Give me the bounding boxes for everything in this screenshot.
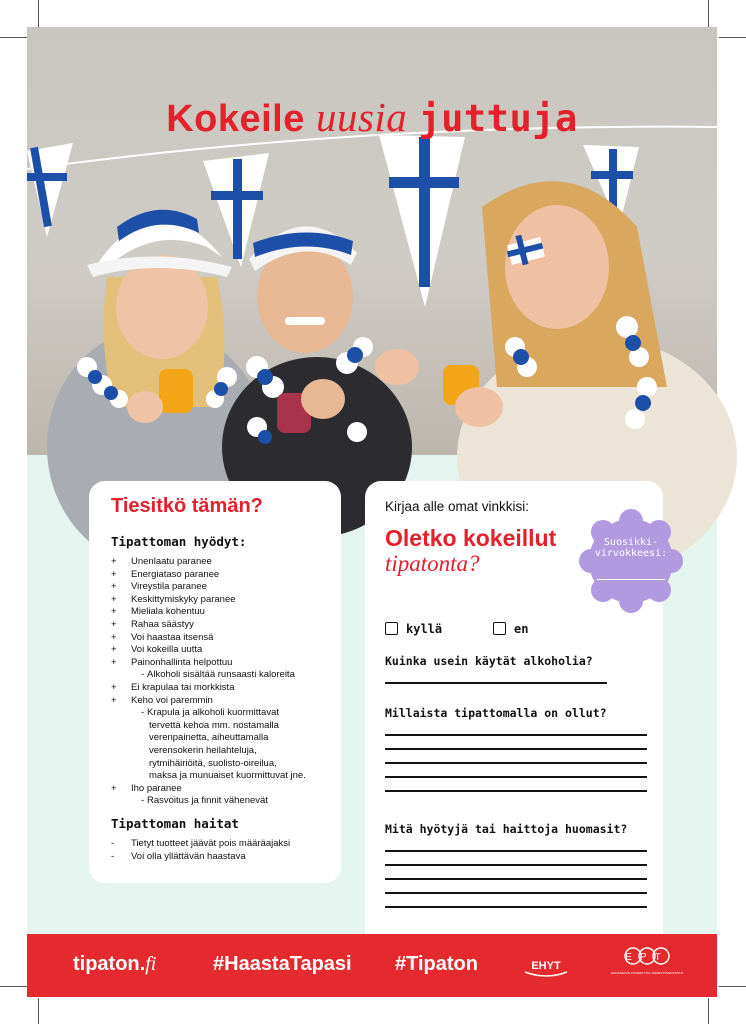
question-2: Millaista tipattomalla on ollut? xyxy=(385,706,607,720)
facts-card-title: Tiesitkö tämän? xyxy=(111,495,263,517)
benefits-list xyxy=(111,556,337,808)
answer-line[interactable] xyxy=(385,682,607,684)
list-marker: + xyxy=(111,694,117,706)
list-marker: + xyxy=(111,644,117,656)
benefit-item xyxy=(111,707,337,720)
benefit-text: Voi haastaa itsensä xyxy=(131,631,214,643)
list-marker: - xyxy=(141,707,145,719)
badge-write-line[interactable] xyxy=(597,579,665,580)
benefit-text: Energiataso paranee xyxy=(131,568,220,580)
benefit-item xyxy=(111,783,337,796)
worksheet-title-line-1: Oletko kokeillut xyxy=(385,525,557,551)
worksheet-intro: Kirjaa alle omat vinkkisi: xyxy=(385,499,530,514)
answer-line[interactable] xyxy=(385,748,647,750)
checkbox-square[interactable] xyxy=(493,622,506,635)
site-tld: fi xyxy=(145,953,157,975)
benefit-text: tervettä kehoa mm. nostamalla xyxy=(149,719,279,731)
worksheet-title-line-2: tipatonta? xyxy=(385,551,480,576)
list-marker: - xyxy=(141,795,145,807)
list-marker: + xyxy=(111,782,117,794)
benefit-text: Ei krapulaa tai morkkista xyxy=(131,681,235,693)
list-marker: + xyxy=(111,606,117,618)
benefit-text: Rahaa säästyy xyxy=(131,618,194,630)
checkbox-square[interactable] xyxy=(385,622,398,635)
checkbox-yes[interactable] xyxy=(385,622,442,636)
benefits-title: Tipattoman hyödyt: xyxy=(111,534,247,549)
site-name: tipaton. xyxy=(73,953,146,975)
benefit-text: Rasvoitus ja finnit vähenevät xyxy=(147,795,268,807)
question-1: Kuinka usein käytät alkoholia? xyxy=(385,654,593,668)
drawback-item xyxy=(111,837,337,850)
headline-word-1: Kokeile xyxy=(166,98,305,140)
favorite-drink-badge xyxy=(577,507,685,615)
benefit-text: Alkoholi sisältää runsaasti kaloreita xyxy=(147,669,295,681)
benefit-text: Krapula ja alkoholi kuormittavat xyxy=(147,707,280,719)
ept-logo-mark xyxy=(610,944,684,988)
benefit-item xyxy=(111,695,337,708)
drawbacks-title: Tipattoman haitat xyxy=(111,816,239,831)
list-marker: + xyxy=(111,656,117,668)
crop-mark xyxy=(0,986,27,987)
scalloped-badge-shape xyxy=(577,507,685,615)
crop-mark xyxy=(719,37,746,38)
site-link[interactable] xyxy=(73,953,156,976)
hashtag-tipaton: #Tipaton xyxy=(395,953,478,975)
benefit-item xyxy=(111,594,337,607)
crop-mark xyxy=(38,998,39,1024)
facts-card xyxy=(89,481,341,883)
answer-line[interactable] xyxy=(385,790,647,792)
crop-mark xyxy=(719,986,746,987)
answer-line[interactable] xyxy=(385,906,647,908)
drawback-text: Voi olla yllättävän haastava xyxy=(131,851,246,862)
benefit-item xyxy=(111,606,337,619)
benefit-item xyxy=(111,581,337,594)
list-marker: + xyxy=(111,581,117,593)
checkbox-no[interactable] xyxy=(493,622,528,636)
benefit-item xyxy=(111,632,337,645)
answer-line[interactable] xyxy=(385,734,647,736)
benefit-text: Mieliala kohentuu xyxy=(131,606,205,618)
benefit-item xyxy=(111,732,337,745)
answer-line[interactable] xyxy=(385,850,647,852)
benefit-text: Unenlaatu paranee xyxy=(131,556,212,567)
friends-photo xyxy=(27,27,717,455)
benefit-item xyxy=(111,682,337,695)
benefit-text: Painonhallinta helpottuu xyxy=(131,656,233,668)
footer-bar xyxy=(27,934,717,997)
benefit-item xyxy=(111,770,337,783)
drawback-item xyxy=(111,850,337,863)
benefit-item xyxy=(111,758,337,771)
benefit-item xyxy=(111,745,337,758)
crop-mark xyxy=(708,998,709,1024)
benefit-item xyxy=(111,795,337,808)
checkbox-yes-label: kyllä xyxy=(406,622,443,636)
benefit-item xyxy=(111,556,337,569)
list-marker: + xyxy=(111,618,117,630)
badge-text-line-2: virvokkeesi: xyxy=(594,548,668,559)
svg-text:EHYT: EHYT xyxy=(531,960,561,972)
answer-line[interactable] xyxy=(385,776,647,778)
list-marker: + xyxy=(111,681,117,693)
crop-mark xyxy=(38,0,39,27)
benefit-item xyxy=(111,619,337,632)
poster xyxy=(27,27,717,997)
benefit-text: Iho paranee xyxy=(131,782,182,794)
list-marker: + xyxy=(111,593,117,605)
answer-line[interactable] xyxy=(385,864,647,866)
list-marker: - xyxy=(111,851,115,862)
badge-text xyxy=(577,537,685,559)
worksheet-title xyxy=(385,525,556,577)
benefit-text: maksa ja munuaiset kuormittuvat jne. xyxy=(149,770,306,782)
list-marker: + xyxy=(111,556,117,567)
benefit-item xyxy=(111,569,337,582)
answer-line[interactable] xyxy=(385,892,647,894)
benefit-text: rytmihäiriöitä, suolisto-oireilua, xyxy=(149,757,277,769)
hero-photo xyxy=(27,27,717,455)
benefit-text: verensokerin heilahteluja, xyxy=(149,744,257,756)
benefit-item xyxy=(111,669,337,682)
benefit-item xyxy=(111,644,337,657)
list-marker: + xyxy=(111,631,117,643)
crop-mark xyxy=(708,0,709,27)
badge-text-line-1: Suosikki- xyxy=(603,537,659,548)
answer-line[interactable] xyxy=(385,762,647,764)
answer-line[interactable] xyxy=(385,878,647,880)
ept-logo xyxy=(610,944,684,988)
headline-word-3: juttuja xyxy=(418,97,578,140)
hashtag-haastatapasi: #HaastaTapasi xyxy=(213,953,352,975)
benefit-item xyxy=(111,657,337,670)
drawbacks-list xyxy=(111,837,337,863)
benefit-text: Vireystila paranee xyxy=(131,581,207,593)
benefit-text: Keho voi paremmin xyxy=(131,694,213,706)
ehyt-logo-mark xyxy=(521,956,571,976)
crop-mark xyxy=(0,37,27,38)
svg-text:EPT: EPT xyxy=(625,952,669,963)
svg-text:EHKÄISEVÄN PÄIHDETYÖN JÄRJESTÖ: EHKÄISEVÄN PÄIHDETYÖN JÄRJESTÖVERKOSTO xyxy=(610,971,684,975)
benefit-text: verenpainetta, aiheuttamalla xyxy=(149,732,269,744)
list-marker: - xyxy=(141,669,145,681)
headline xyxy=(27,93,717,141)
list-marker: - xyxy=(111,838,115,849)
checkbox-no-label: en xyxy=(514,622,529,636)
benefit-text: Keskittymiskyky paranee xyxy=(131,593,236,605)
question-3: Mitä hyötyjä tai haittoja huomasit? xyxy=(385,822,628,836)
benefit-text: Voi kokeilla uutta xyxy=(131,644,203,656)
worksheet-card xyxy=(365,481,668,951)
list-marker: + xyxy=(111,568,117,580)
ehyt-logo xyxy=(521,956,571,976)
headline-word-2: uusia xyxy=(315,94,408,140)
benefit-item xyxy=(111,720,337,733)
drawback-text: Tietyt tuotteet jäävät pois määräajaksi xyxy=(131,838,291,849)
